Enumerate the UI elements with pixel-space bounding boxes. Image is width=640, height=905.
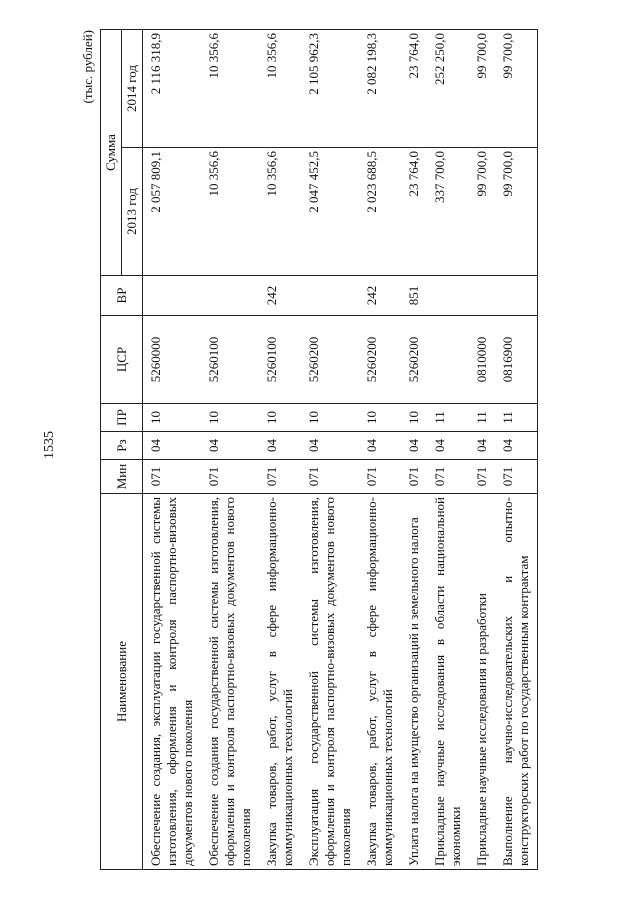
row-pr: 10: [359, 404, 401, 432]
row-name: Закупка товаров, работ, услуг в сфере информационно-коммуникационных технологий: [359, 494, 401, 870]
table-row: [401, 30, 427, 870]
header-2013: 2013 год: [122, 148, 143, 276]
page-number: 1535: [42, 431, 57, 459]
row-pr: 11: [495, 404, 538, 432]
header-pr: ПР: [101, 404, 143, 432]
header-min: Мин: [101, 460, 143, 494]
table-row: [495, 30, 538, 870]
row-min: 071: [401, 460, 427, 494]
row-pr: 10: [143, 404, 202, 432]
row-2014: 10 356,6: [259, 30, 301, 148]
row-csr: 5260200: [301, 316, 359, 404]
row-min: 071: [427, 460, 469, 494]
row-2014: 2 082 198,3: [359, 30, 401, 148]
row-2013: 10 356,6: [259, 148, 301, 276]
row-name: Закупка товаров, работ, услуг в сфере информационно-коммуникационных технологий: [259, 494, 301, 870]
row-2013: 99 700,0: [469, 148, 495, 276]
row-name: Эксплуатация государственной системы изготовления, оформления и контроля паспортно-визовых документов нового поколения: [301, 494, 359, 870]
table-row: [301, 30, 359, 870]
row-name: Прикладные научные исследования и разработки: [469, 494, 495, 870]
row-csr: 5260200: [359, 316, 401, 404]
row-name: Обеспечение создания государственной системы изготовления, оформления и контроля паспортно-визовых документов нового поколения: [201, 494, 259, 870]
row-2013: 10 356,6: [201, 148, 259, 276]
row-pr: 10: [301, 404, 359, 432]
header-name: Наименование: [101, 494, 143, 870]
row-vr: [469, 276, 495, 316]
budget-sheet: [80, 30, 620, 870]
row-rz: 04: [401, 432, 427, 460]
row-pr: 11: [427, 404, 469, 432]
row-min: 071: [143, 460, 202, 494]
row-2014: 23 764,0: [401, 30, 427, 148]
row-name: Выполнение научно-исследовательских и опытно-конструкторских работ по государственным контрактам: [495, 494, 538, 870]
table-row: [469, 30, 495, 870]
row-2013: 99 700,0: [495, 148, 538, 276]
row-vr: [495, 276, 538, 316]
row-2013: 2 047 452,5: [301, 148, 359, 276]
header-2014: 2014 год: [122, 30, 143, 148]
row-vr: [301, 276, 359, 316]
row-rz: 04: [469, 432, 495, 460]
budget-table: [100, 29, 538, 870]
row-vr: 242: [359, 276, 401, 316]
row-name: Прикладные научные исследования в области национальной экономики: [427, 494, 469, 870]
header-sum: Сумма: [101, 30, 122, 276]
row-min: 071: [359, 460, 401, 494]
row-rz: 04: [359, 432, 401, 460]
row-csr: 0810000: [469, 316, 495, 404]
row-rz: 04: [495, 432, 538, 460]
row-rz: 04: [143, 432, 202, 460]
row-min: 071: [301, 460, 359, 494]
table-body: [143, 30, 538, 870]
row-2014: 2 116 318,9: [143, 30, 202, 148]
row-2014: 10 356,6: [201, 30, 259, 148]
table-row: [259, 30, 301, 870]
row-csr: 5260200: [401, 316, 427, 404]
row-rz: 04: [201, 432, 259, 460]
row-min: 071: [259, 460, 301, 494]
row-csr: 5260000: [143, 316, 202, 404]
row-2013: 23 764,0: [401, 148, 427, 276]
row-pr: 10: [259, 404, 301, 432]
table-row: [143, 30, 202, 870]
row-rz: 04: [301, 432, 359, 460]
row-vr: [427, 276, 469, 316]
row-rz: 04: [259, 432, 301, 460]
unit-note: (тыс. рублей): [80, 30, 95, 104]
row-2014: 2 105 962,3: [301, 30, 359, 148]
row-name: Уплата налога на имущество организаций и земельного налога: [401, 494, 427, 870]
table-header: [101, 30, 143, 870]
row-rz: 04: [427, 432, 469, 460]
row-2013: 337 700,0: [427, 148, 469, 276]
row-2013: 2 023 688,5: [359, 148, 401, 276]
row-2014: 99 700,0: [495, 30, 538, 148]
row-vr: [143, 276, 202, 316]
row-pr: 10: [201, 404, 259, 432]
row-min: 071: [469, 460, 495, 494]
row-pr: 10: [401, 404, 427, 432]
row-csr: 5260100: [201, 316, 259, 404]
row-min: 071: [201, 460, 259, 494]
table-row: [427, 30, 469, 870]
row-name: Обеспечение создания, эксплуатации государственной системы изготовления, оформления и контроля паспортно-визовых документов нового поколения: [143, 494, 202, 870]
row-2014: 99 700,0: [469, 30, 495, 148]
row-vr: [201, 276, 259, 316]
header-rz: Рз: [101, 432, 143, 460]
row-min: 071: [495, 460, 538, 494]
row-vr: 851: [401, 276, 427, 316]
row-csr: 5260100: [259, 316, 301, 404]
row-vr: 242: [259, 276, 301, 316]
header-csr: ЦСР: [101, 316, 143, 404]
table-row: [201, 30, 259, 870]
row-csr: [427, 316, 469, 404]
row-2014: 252 250,0: [427, 30, 469, 148]
row-csr: 0816900: [495, 316, 538, 404]
header-vr: ВР: [101, 276, 143, 316]
row-pr: 11: [469, 404, 495, 432]
row-2013: 2 057 809,1: [143, 148, 202, 276]
table-row: [359, 30, 401, 870]
